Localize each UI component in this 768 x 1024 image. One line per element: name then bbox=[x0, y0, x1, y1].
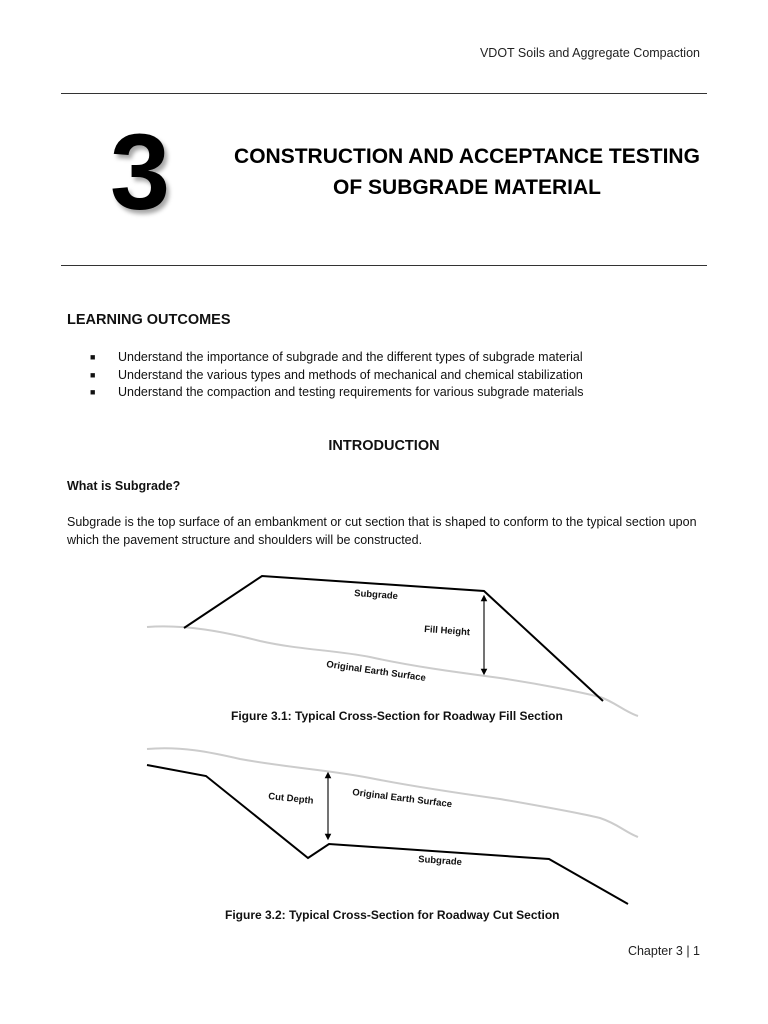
running-header: VDOT Soils and Aggregate Compaction bbox=[479, 46, 700, 60]
original-earth-surface-label: Original Earth Surface bbox=[325, 659, 427, 684]
subgrade-label: Subgrade bbox=[353, 588, 399, 603]
list-item: ■ Understand the compaction and testing requirements for various subgrade materials bbox=[88, 384, 584, 402]
chapter-number: 3 bbox=[110, 111, 171, 232]
top-divider bbox=[61, 93, 707, 94]
fill-section-diagram bbox=[0, 560, 768, 730]
bullet-icon: ■ bbox=[90, 369, 96, 380]
chapter-title bbox=[228, 141, 706, 203]
bullet-icon: ■ bbox=[90, 387, 96, 397]
learning-outcomes-list bbox=[88, 349, 584, 402]
original-earth-surface-label: Original Earth Surface bbox=[351, 787, 453, 811]
cut-depth-label: Cut Depth bbox=[267, 791, 314, 807]
bullet-icon: ■ bbox=[90, 352, 96, 362]
chapter-title-line-2: OF SUBGRADE MATERIAL bbox=[333, 176, 601, 199]
learning-outcomes-heading: LEARNING OUTCOMES bbox=[67, 312, 231, 328]
subgrade-label: Subgrade bbox=[417, 854, 463, 869]
cut-section-diagram bbox=[0, 740, 768, 910]
subgrade-definition-paragraph: Subgrade is the top surface of an embankment or cut section that is shaped to conform to the typical section upon which the pavement structure and shoulders will be constructed. bbox=[67, 515, 697, 547]
figure-3-2-caption: Figure 3.2: Typical Cross-Section for Roadway Cut Section bbox=[225, 908, 560, 922]
title-divider bbox=[61, 265, 707, 266]
chapter-title-line-1: CONSTRUCTION AND ACCEPTANCE TESTING bbox=[234, 145, 700, 168]
fill-height-label: Fill Height bbox=[423, 624, 471, 639]
list-item: ■ Understand the importance of subgrade and the different types of subgrade material bbox=[88, 349, 584, 367]
introduction-heading: INTRODUCTION bbox=[328, 438, 440, 454]
figure-3-1-caption: Figure 3.1: Typical Cross-Section for Roadway Fill Section bbox=[231, 709, 563, 723]
list-item: ■ Understand the various types and methods of mechanical and chemical stabilization bbox=[88, 367, 584, 385]
page-number-footer: Chapter 3 | 1 bbox=[627, 944, 700, 958]
cut-outline bbox=[147, 765, 628, 904]
what-is-subgrade-heading: What is Subgrade? bbox=[67, 479, 181, 493]
